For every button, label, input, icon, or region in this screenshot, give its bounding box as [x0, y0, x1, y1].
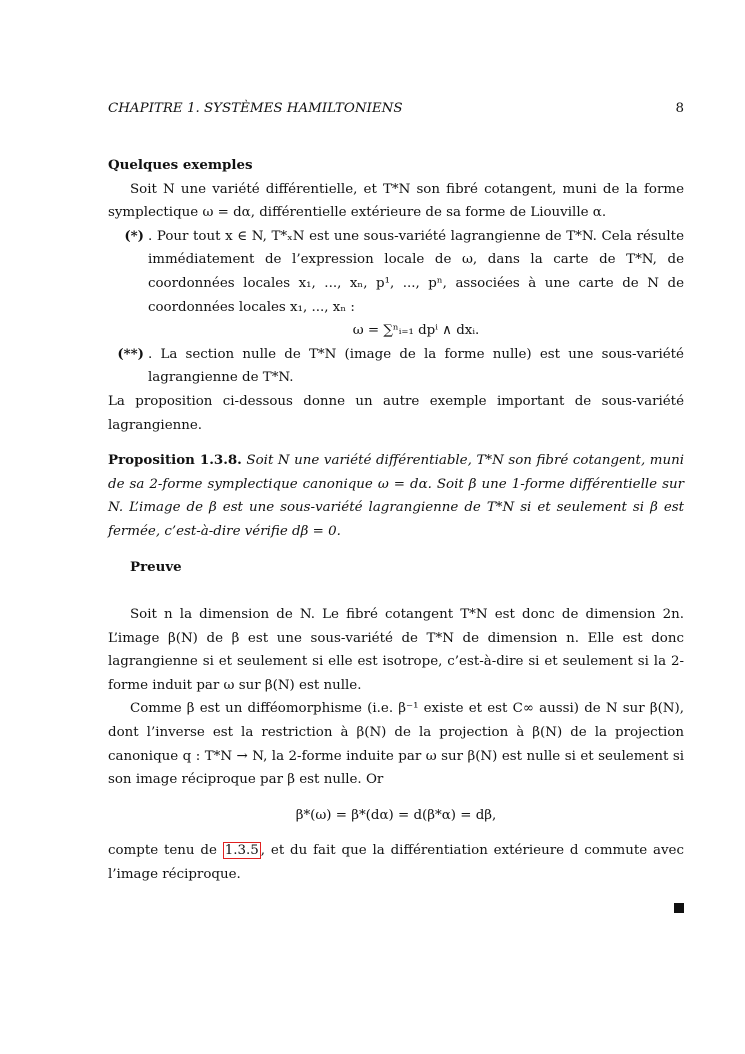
proposition-text: Soit N une variété différentiable, T*N son fibré cotangent, muni de sa 2-forme symplectique canonique ω = dα. Soit β une 1-forme différentielle sur N. L’image de β est une sous-variété lagrangienne de T*N si et seulement si β est fermée, c’est-à-dire vérifie dβ = 0. [108, 453, 684, 539]
page-number: 8 [675, 101, 684, 116]
example-item-1-text: . Pour tout x ∈ N, T*ₓN est une sous-variété lagrangienne de T*N. Cela résulte immédiatement de l’expression locale de ω, dans la carte de T*N, de coordonnées locales x₁, ..., xₙ, p¹, ..., pⁿ, associées à une carte de N de coordonnées locales x₁, ..., xₙ : [148, 228, 684, 315]
example-item-1-label: (*) [124, 227, 144, 244]
example-item-2 [108, 343, 684, 390]
proof-title: Preuve [130, 558, 182, 575]
example-item-1 [108, 225, 684, 343]
examples-intro: Soit N une variété différentielle, et T*N son fibré cotangent, muni de la forme symplectique ω = dα, différentielle extérieure de sa forme de Liouville α. [108, 181, 684, 221]
proof-paragraph-2: Comme β est un difféomorphisme (i.e. β⁻¹ existe et est C∞ aussi) de N sur β(N), dont l’inverse est la restriction à β(N) de la projection à β(N) de la projection canonique q : T*N → N, la 2-forme induite par ω sur β(N) est nulle si et seulement si son image réciproque par β est nulle. Or [108, 701, 684, 788]
page [108, 0, 684, 1054]
proposition [108, 449, 684, 543]
qed-row [108, 887, 684, 917]
proof-paragraph-1: Soit n la dimension de N. Le fibré cotangent T*N est donc de dimension 2n. L’image β(N) de β est une sous-variété de T*N de dimension n. Elle est donc lagrangienne si et seulement si elle est isotrope, c’est-à-dire si et seulement si la 2-forme induit par ω sur β(N) est nulle. [108, 607, 684, 693]
proof-paragraph-3 [108, 839, 684, 886]
examples-outro: La proposition ci-dessous donne un autre exemple important de sous-variété lagrangienne. [108, 393, 684, 433]
proof-paragraph-3-start: compte tenu de [108, 843, 223, 859]
example-item-2-text: . La section nulle de T*N (image de la forme nulle) est une sous-variété lagrangienne de T*N. [148, 346, 684, 386]
page-body [108, 154, 684, 917]
proposition-label: Proposition 1.3.8. [108, 452, 242, 469]
example-item-2-label: (**) [117, 345, 144, 362]
examples-title: Quelques exemples [108, 157, 253, 173]
reference-link[interactable]: 1.3.5 [224, 843, 259, 859]
running-header [108, 100, 684, 118]
chapter-title: CHAPITRE 1. SYSTÈMES HAMILTONIENS [108, 101, 403, 116]
proof-equation: β*(ω) = β*(dα) = d(β*α) = dβ, [295, 807, 497, 823]
qed-square-icon [674, 903, 684, 913]
proof-paragraph-3-end: , et du fait que la différentiation extérieure d commute avec l’image réciproque. [108, 843, 684, 883]
example-item-1-formula: ω = ∑ⁿᵢ₌₁ dpⁱ ∧ dxᵢ. [352, 323, 480, 339]
